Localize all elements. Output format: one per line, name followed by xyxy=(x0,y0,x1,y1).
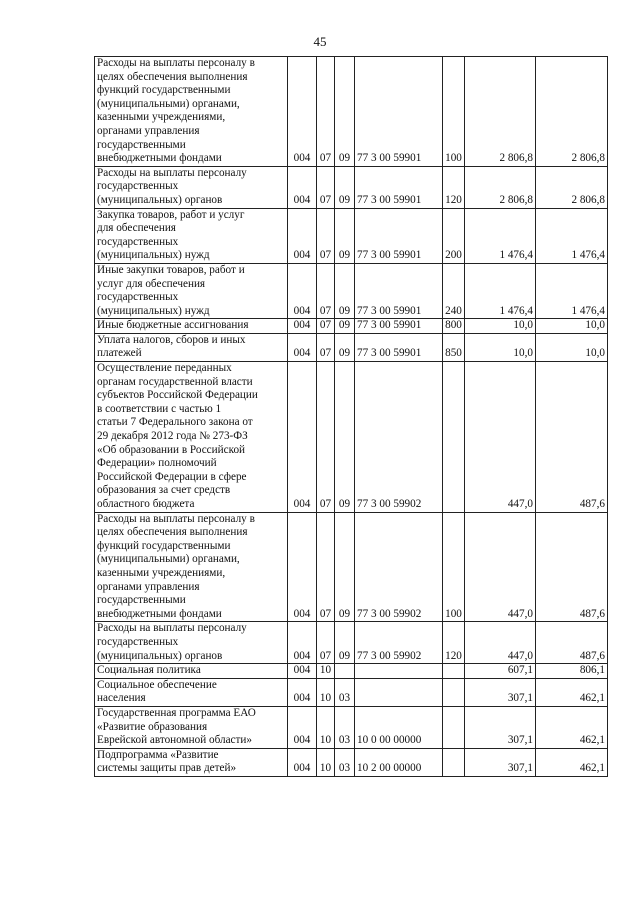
item-name-cell: Социальное обеспечение населения xyxy=(95,678,288,706)
amount-year1-cell: 10,0 xyxy=(465,319,536,334)
expense-type-cell: 800 xyxy=(443,319,465,334)
item-name-cell: Осуществление переданных органам государственной власти субъектов Российской Федерации в соответствии с частью 1 статьи 7 Федерального закона от 29 декабря 2012 года № 273-ФЗ «Об образовании в Российской Федерации» полномочий Российской Федерации в сфере образования за счет средств областного бюджета xyxy=(95,362,288,513)
target-article-cell: 10 2 00 00000 xyxy=(355,748,443,776)
amount-year2-cell: 462,1 xyxy=(536,748,608,776)
item-name-cell: Социальная политика xyxy=(95,664,288,679)
expense-type-cell: 850 xyxy=(443,333,465,361)
amount-year1-cell: 1 476,4 xyxy=(465,208,536,263)
amount-year2-cell: 10,0 xyxy=(536,333,608,361)
amount-year1-cell: 1 476,4 xyxy=(465,263,536,318)
target-article-cell xyxy=(355,664,443,679)
grbs-code-cell: 004 xyxy=(288,512,317,622)
section-code-cell: 07 xyxy=(317,333,335,361)
subsection-code-cell: 09 xyxy=(335,166,355,208)
amount-year1-cell: 307,1 xyxy=(465,748,536,776)
grbs-code-cell: 004 xyxy=(288,678,317,706)
item-name-cell: Закупка товаров, работ и услуг для обеспечения государственных (муниципальных) нужд xyxy=(95,208,288,263)
amount-year1-cell: 2 806,8 xyxy=(465,57,536,167)
target-article-cell: 77 3 00 59901 xyxy=(355,333,443,361)
target-article-cell: 77 3 00 59901 xyxy=(355,319,443,334)
target-article-cell: 77 3 00 59901 xyxy=(355,166,443,208)
subsection-code-cell: 03 xyxy=(335,678,355,706)
table-row xyxy=(95,678,608,706)
grbs-code-cell: 004 xyxy=(288,333,317,361)
expense-type-cell: 200 xyxy=(443,208,465,263)
amount-year1-cell: 10,0 xyxy=(465,333,536,361)
grbs-code-cell: 004 xyxy=(288,664,317,679)
amount-year2-cell: 2 806,8 xyxy=(536,166,608,208)
table-row xyxy=(95,208,608,263)
amount-year1-cell: 447,0 xyxy=(465,362,536,513)
table-row xyxy=(95,166,608,208)
expense-type-cell xyxy=(443,678,465,706)
section-code-cell: 07 xyxy=(317,166,335,208)
table-row xyxy=(95,706,608,748)
section-code-cell: 10 xyxy=(317,748,335,776)
expense-type-cell: 120 xyxy=(443,622,465,664)
subsection-code-cell: 09 xyxy=(335,333,355,361)
grbs-code-cell: 004 xyxy=(288,622,317,664)
expense-type-cell: 120 xyxy=(443,166,465,208)
target-article-cell: 77 3 00 59902 xyxy=(355,622,443,664)
item-name-cell: Иные бюджетные ассигнования xyxy=(95,319,288,334)
grbs-code-cell: 004 xyxy=(288,362,317,513)
amount-year2-cell: 2 806,8 xyxy=(536,57,608,167)
target-article-cell: 10 0 00 00000 xyxy=(355,706,443,748)
amount-year1-cell: 607,1 xyxy=(465,664,536,679)
subsection-code-cell: 09 xyxy=(335,319,355,334)
amount-year1-cell: 447,0 xyxy=(465,622,536,664)
expense-type-cell xyxy=(443,706,465,748)
amount-year2-cell: 1 476,4 xyxy=(536,208,608,263)
table-row xyxy=(95,664,608,679)
target-article-cell: 77 3 00 59902 xyxy=(355,362,443,513)
section-code-cell: 07 xyxy=(317,512,335,622)
amount-year2-cell: 462,1 xyxy=(536,706,608,748)
grbs-code-cell: 004 xyxy=(288,263,317,318)
section-code-cell: 07 xyxy=(317,362,335,513)
section-code-cell: 10 xyxy=(317,706,335,748)
item-name-cell: Государственная программа ЕАО «Развитие образования Еврейской автономной области» xyxy=(95,706,288,748)
subsection-code-cell: 09 xyxy=(335,57,355,167)
amount-year1-cell: 307,1 xyxy=(465,678,536,706)
section-code-cell: 07 xyxy=(317,319,335,334)
subsection-code-cell: 03 xyxy=(335,706,355,748)
section-code-cell: 10 xyxy=(317,678,335,706)
item-name-cell: Подпрограмма «Развитие системы защиты прав детей» xyxy=(95,748,288,776)
target-article-cell: 77 3 00 59901 xyxy=(355,57,443,167)
item-name-cell: Уплата налогов, сборов и иных платежей xyxy=(95,333,288,361)
grbs-code-cell: 004 xyxy=(288,166,317,208)
section-code-cell: 10 xyxy=(317,664,335,679)
section-code-cell: 07 xyxy=(317,263,335,318)
amount-year1-cell: 307,1 xyxy=(465,706,536,748)
item-name-cell: Расходы на выплаты персоналу в целях обеспечения выполнения функций государственными (муниципальными) органами, казенными учреждениями, органами управления государственными внебюджетными фондами xyxy=(95,57,288,167)
table-row xyxy=(95,748,608,776)
amount-year1-cell: 2 806,8 xyxy=(465,166,536,208)
page-number: 45 xyxy=(313,34,327,49)
item-name-cell: Расходы на выплаты персоналу в целях обеспечения выполнения функций государственными (муниципальными) органами, казенными учреждениями, органами управления государственными внебюджетными фондами xyxy=(95,512,288,622)
item-name-cell: Расходы на выплаты персоналу государственных (муниципальных) органов xyxy=(95,622,288,664)
amount-year1-cell: 447,0 xyxy=(465,512,536,622)
table-row xyxy=(95,319,608,334)
amount-year2-cell: 462,1 xyxy=(536,678,608,706)
target-article-cell: 77 3 00 59902 xyxy=(355,512,443,622)
target-article-cell: 77 3 00 59901 xyxy=(355,208,443,263)
amount-year2-cell: 806,1 xyxy=(536,664,608,679)
section-code-cell: 07 xyxy=(317,622,335,664)
subsection-code-cell: 09 xyxy=(335,622,355,664)
expense-type-cell xyxy=(443,664,465,679)
grbs-code-cell: 004 xyxy=(288,706,317,748)
amount-year2-cell: 10,0 xyxy=(536,319,608,334)
expense-type-cell: 100 xyxy=(443,57,465,167)
item-name-cell: Расходы на выплаты персоналу государственных (муниципальных) органов xyxy=(95,166,288,208)
table-row xyxy=(95,263,608,318)
table-row xyxy=(95,622,608,664)
target-article-cell: 77 3 00 59901 xyxy=(355,263,443,318)
item-name-cell: Иные закупки товаров, работ и услуг для обеспечения государственных (муниципальных) нужд xyxy=(95,263,288,318)
grbs-code-cell: 004 xyxy=(288,208,317,263)
expense-type-cell: 100 xyxy=(443,512,465,622)
amount-year2-cell: 487,6 xyxy=(536,622,608,664)
expense-type-cell: 240 xyxy=(443,263,465,318)
budget-table xyxy=(94,56,608,777)
target-article-cell xyxy=(355,678,443,706)
amount-year2-cell: 487,6 xyxy=(536,512,608,622)
subsection-code-cell: 03 xyxy=(335,748,355,776)
section-code-cell: 07 xyxy=(317,208,335,263)
amount-year2-cell: 1 476,4 xyxy=(536,263,608,318)
subsection-code-cell: 09 xyxy=(335,512,355,622)
subsection-code-cell: 09 xyxy=(335,263,355,318)
expense-type-cell xyxy=(443,748,465,776)
table-row xyxy=(95,333,608,361)
grbs-code-cell: 004 xyxy=(288,319,317,334)
subsection-code-cell: 09 xyxy=(335,362,355,513)
expense-type-cell xyxy=(443,362,465,513)
table-row xyxy=(95,512,608,622)
table-row xyxy=(95,57,608,167)
amount-year2-cell: 487,6 xyxy=(536,362,608,513)
subsection-code-cell xyxy=(335,664,355,679)
grbs-code-cell: 004 xyxy=(288,748,317,776)
section-code-cell: 07 xyxy=(317,57,335,167)
table-row xyxy=(95,362,608,513)
grbs-code-cell: 004 xyxy=(288,57,317,167)
subsection-code-cell: 09 xyxy=(335,208,355,263)
